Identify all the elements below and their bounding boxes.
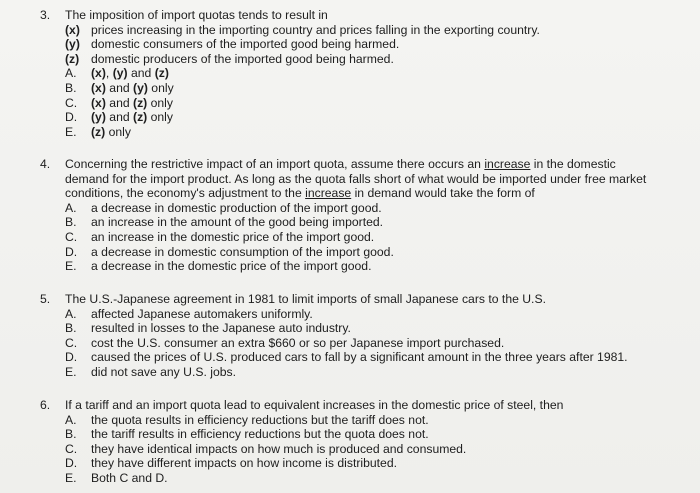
statement-ref: (y) [133, 80, 148, 95]
option-label: A. [65, 200, 77, 215]
question-text: The imposition of import quotas tends to result in [65, 8, 328, 22]
option-text: a decrease in domestic production of the import good. [91, 200, 382, 215]
statement-text: domestic producers of the imported good being harmed. [91, 51, 394, 66]
underlined-word: increase [484, 157, 531, 171]
underlined-word: increase [305, 186, 352, 201]
option-label: E. [65, 259, 77, 274]
option-label: D. [65, 456, 78, 471]
option-text: they have different impacts on how income is distributed. [91, 456, 397, 471]
text-segment: in demand would take the form of [351, 186, 535, 201]
option-text: a decrease in domestic consumption of the import good. [91, 244, 394, 259]
option-text: affected Japanese automakers uniformly. [91, 306, 313, 321]
option-text: they have identical impacts on how much is produced and consumed. [91, 441, 467, 456]
option-a [0, 413, 700, 428]
question-6 [0, 398, 700, 486]
option-e [0, 125, 700, 140]
statement-text: domestic consumers of the imported good being harmed. [91, 37, 400, 52]
option-text: (z) only [91, 124, 131, 139]
question-number: 5. [40, 292, 51, 306]
option-c [0, 442, 700, 457]
statement-z [0, 52, 700, 67]
option-text: caused the prices of U.S. produced cars to fall by a significant amount in the three years after 1981. [91, 350, 628, 365]
option-d [0, 110, 700, 125]
option-e [0, 259, 700, 274]
text-segment: conditions, the economy's adjustment to the [65, 186, 306, 201]
statement-label: (x) [65, 22, 80, 37]
question-number: 6. [40, 398, 51, 412]
question-number: 4. [40, 157, 51, 171]
option-label: C. [65, 335, 78, 350]
question-text-line [65, 157, 685, 172]
option-text: (x), (y) and (z) [91, 66, 169, 81]
statement-text: prices increasing in the importing country and prices falling in the exporting country. [91, 22, 540, 37]
option-text: the quota results in efficiency reductions but the tariff does not. [91, 412, 429, 427]
option-text: resulted in losses to the Japanese auto industry. [91, 321, 351, 336]
statement-label: (y) [65, 37, 80, 52]
option-label: E. [65, 364, 77, 379]
option-label: B. [65, 215, 77, 230]
statement-y [0, 37, 700, 52]
question-text-line: demand for the import product. As long as the quota falls short of what would be imported under free market [65, 171, 647, 186]
option-label: A. [65, 412, 77, 427]
question-text: If a tariff and an import quota lead to equivalent increases in the domestic price of steel, then [65, 398, 564, 412]
question-4 [0, 157, 700, 274]
option-e [0, 365, 700, 380]
question-number: 3. [40, 8, 51, 22]
option-label: B. [65, 427, 77, 442]
option-text: did not save any U.S. jobs. [91, 364, 236, 379]
statement-ref: (x) [91, 80, 106, 95]
option-text: an increase in the domestic price of the import good. [91, 229, 375, 244]
statement-ref: (z) [133, 95, 148, 110]
statement-label: (z) [65, 51, 80, 66]
statement-ref: (x) [91, 95, 106, 110]
statement-ref: (z) [133, 110, 148, 125]
statement-ref: (z) [154, 66, 169, 81]
option-label: A. [65, 66, 77, 81]
statement-ref: (x) [91, 66, 106, 81]
option-a [0, 307, 700, 322]
option-c [0, 336, 700, 351]
text-segment: in the domestic [530, 157, 616, 171]
statement-ref: (y) [91, 110, 106, 125]
option-label: C. [65, 441, 78, 456]
option-text: cost the U.S. consumer an extra $660 or so per Japanese import purchased. [91, 335, 505, 350]
option-label: C. [65, 229, 78, 244]
statement-ref: (z) [91, 124, 106, 139]
option-label: B. [65, 321, 77, 336]
question-5 [0, 292, 700, 380]
option-c [0, 230, 700, 245]
option-label: D. [65, 350, 78, 365]
option-label: A. [65, 306, 77, 321]
option-label: C. [65, 95, 78, 110]
option-text: the tariff results in efficiency reductions but the quota does not. [91, 427, 429, 442]
option-b [0, 321, 700, 336]
option-text: a decrease in the domestic price of the import good. [91, 259, 372, 274]
option-a [0, 66, 700, 81]
option-label: E. [65, 470, 77, 485]
option-e [0, 471, 700, 486]
option-label: B. [65, 80, 77, 95]
option-text: (y) and (z) only [91, 110, 173, 125]
statement-x [0, 23, 700, 38]
option-d [0, 456, 700, 471]
option-d [0, 350, 700, 365]
statement-ref: (y) [112, 66, 128, 81]
option-b [0, 215, 700, 230]
option-text: (x) and (y) only [91, 80, 174, 95]
option-d [0, 245, 700, 260]
option-c [0, 96, 700, 111]
option-label: D. [65, 244, 78, 259]
text-segment: Concerning the restrictive impact of an import quota, assume there occurs an [65, 157, 485, 171]
option-b [0, 427, 700, 442]
question-text: The U.S.-Japanese agreement in 1981 to limit imports of small Japanese cars to the U.S. [65, 292, 546, 306]
option-label: E. [65, 124, 77, 139]
option-a [0, 201, 700, 216]
question-text-line [65, 186, 685, 201]
option-text: Both C and D. [91, 470, 168, 485]
question-3 [0, 8, 700, 139]
option-label: D. [65, 110, 78, 125]
option-b [0, 81, 700, 96]
option-text: an increase in the amount of the good being imported. [91, 215, 384, 230]
option-text: (x) and (z) only [91, 95, 173, 110]
